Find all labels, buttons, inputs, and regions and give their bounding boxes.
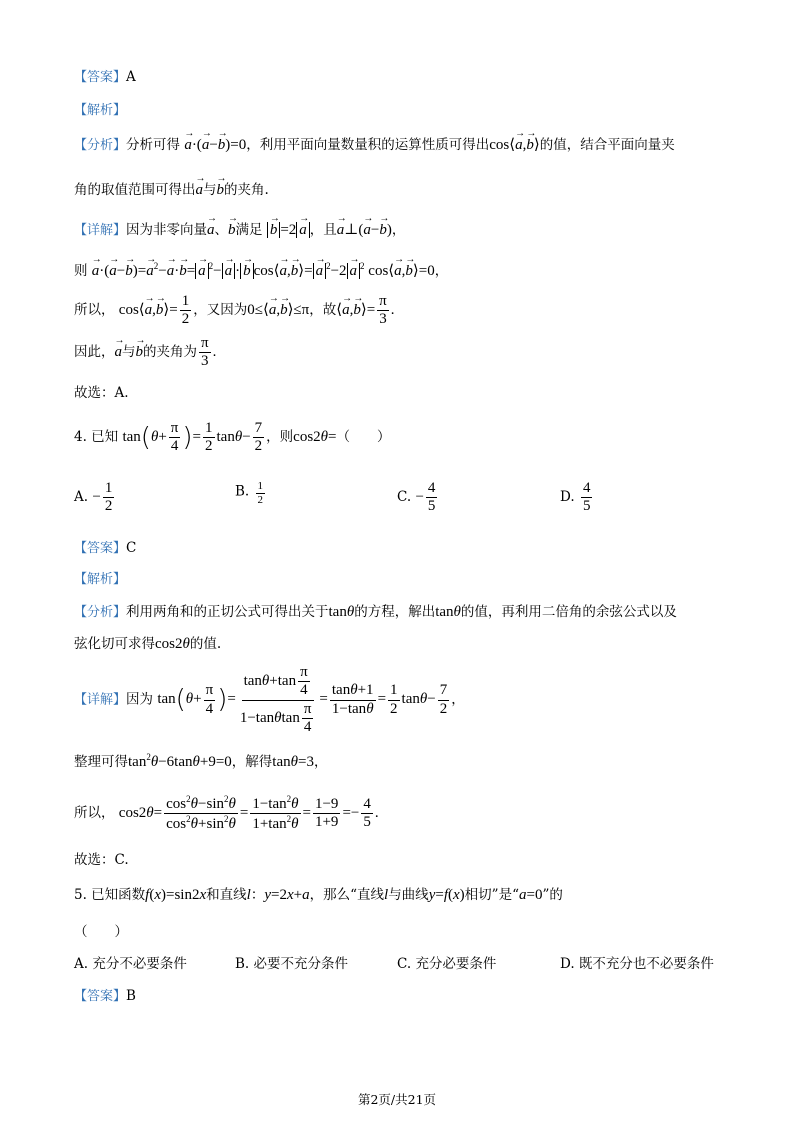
fenxi-text: 弦化切可求得 bbox=[74, 636, 155, 652]
question-number: 4. 已知 bbox=[74, 429, 119, 446]
detail-text: 整理可得 bbox=[74, 754, 128, 770]
fenxi-text: 的夹角. bbox=[224, 182, 269, 198]
answer-line bbox=[74, 66, 136, 85]
math-expression: tan(θ+ $\frac{\pi}{4}$ )= $\frac{1}{2}$ tanθ− $\frac{7}{2}$ bbox=[122, 420, 263, 455]
stem-text: 相切”是“ bbox=[464, 887, 519, 903]
fenxi-tag: 【分析】 bbox=[74, 605, 127, 620]
math-expression: y=f(x) bbox=[428, 887, 465, 903]
fenxi-line-1 bbox=[74, 133, 675, 154]
page-footer: 第2页/共21页 bbox=[357, 1092, 437, 1107]
option-num: 4 bbox=[581, 480, 593, 498]
option-a bbox=[74, 480, 116, 516]
option-label: A. bbox=[74, 956, 89, 972]
math-expression: cos⟨→ a,→ b⟩= $\frac{1}{2}$ bbox=[119, 302, 193, 318]
option-d bbox=[560, 480, 594, 516]
answer-tag: 【答案】 bbox=[74, 541, 127, 556]
detail-tag: 【详解】 bbox=[74, 692, 127, 708]
math-expression: ⟨→ a,→ b⟩= $\frac{\pi}{3}$ . bbox=[336, 302, 394, 318]
analysis-heading bbox=[74, 99, 126, 118]
detail-line-4: 因此，→ a与→ b的夹角为 $\frac{\pi}{3}$ . bbox=[74, 335, 216, 371]
question-number: 5. 已知函数 bbox=[74, 887, 146, 903]
detail-text: 则 bbox=[74, 263, 88, 279]
stem-text: ，那么“直线 bbox=[309, 887, 385, 903]
stem-text: 与曲线 bbox=[388, 887, 429, 903]
math-expression: → b =2→ a bbox=[267, 222, 310, 238]
fenxi-text: 分析可得 bbox=[126, 137, 181, 153]
math-expression: y=2x+a bbox=[264, 887, 310, 903]
math-expression: a=0 bbox=[518, 887, 543, 903]
option-text: 既不充分也不必要条件 bbox=[578, 956, 714, 972]
detail-text: ，解得 bbox=[231, 754, 273, 770]
option-num: 4 bbox=[426, 480, 438, 498]
option-sign: − bbox=[415, 489, 424, 506]
math-expression: $\frac{\pi}{3}$ . bbox=[201, 335, 217, 370]
stem-text: 和直线 bbox=[206, 887, 247, 903]
detail-text: ，故 bbox=[309, 302, 337, 319]
detail-line-1: 【详解】因为 tan(θ+ $\frac{\pi}{4}$ )= tanθ+tan $\frac{\pi}{4}$ 1−tanθtan $\frac{\pi}{4}$ = $\frac{\tan\theta+1}{1-\tan\theta}$ = $\frac{1}{2}$ tanθ− $\frac{7}{2}$ ， bbox=[74, 664, 465, 735]
option-den: 2 bbox=[257, 493, 264, 506]
fenxi-text: ，利用平面向量数量积的运算性质可得出 bbox=[246, 137, 490, 153]
detail-tag: 【详解】 bbox=[74, 223, 127, 238]
detail-line-2: 则 → $a\cdot(\to a-\to b)=\to a^2-\to a\cdot\to b=\to a$ $^2$−→ a ·→ b cos⟨→ a,→ b⟩=→ a $^2$−2→ a $^2$ cos⟨→ a,→ b⟩=0， bbox=[74, 259, 448, 280]
option-num: 1 bbox=[103, 480, 115, 498]
option-den: 5 bbox=[582, 498, 591, 515]
math-expression: cos⟨→ a,→ b⟩ bbox=[489, 137, 539, 153]
detail-line-3 bbox=[74, 794, 379, 834]
blank-paren: （ ） bbox=[74, 924, 128, 940]
analysis-heading bbox=[74, 568, 126, 587]
answer-tag: 【答案】 bbox=[74, 989, 127, 1004]
math-expression: → a⊥(→ a−→ b) bbox=[337, 222, 392, 238]
math-expression: → a·(→ a−→ b)=0 bbox=[184, 137, 246, 153]
option-den: 5 bbox=[427, 498, 436, 515]
fenxi-text: 的值. bbox=[189, 636, 222, 652]
stem-text: ”的 bbox=[542, 887, 563, 903]
option-label: B. bbox=[235, 483, 250, 500]
option-d bbox=[560, 952, 714, 972]
detail-text: 所以， bbox=[74, 302, 115, 319]
detail-text: 、 bbox=[214, 222, 229, 238]
math-expression: cos2θ= $\frac{\cos^2\theta-\sin^2\theta}{\cos^2\theta+\sin^2\theta}$ = $\frac{1-\tan^2\theta}{1+\tan^2\theta}$ = $\frac{1-9}{1+9}$ =− $\frac{4}{5}$ . bbox=[118, 794, 379, 833]
math-expression: tan(θ+ $\frac{\pi}{4}$ )= tanθ+tan $\frac{\pi}{4}$ 1−tanθtan $\frac{\pi}{4}$ = $\frac{\tan\theta+1}{1-\tan\theta}$ = $\frac{1}{2}$ tanθ− $\frac{7}{2}$ bbox=[157, 664, 448, 735]
option-num: 1 bbox=[257, 480, 264, 492]
answer-value: C bbox=[126, 540, 137, 556]
detail-line-3 bbox=[74, 293, 394, 329]
conclusion-line bbox=[74, 848, 129, 868]
option-text: 充分必要条件 bbox=[415, 956, 497, 972]
answer-tag: 【答案】 bbox=[74, 70, 127, 85]
fenxi-text: 与 bbox=[203, 182, 217, 198]
detail-line-2 bbox=[74, 750, 327, 771]
blank-paren-line bbox=[74, 920, 128, 940]
detail-text: ，又因为 bbox=[193, 302, 248, 319]
math-expression: f(x)=sin2x bbox=[145, 887, 207, 903]
fenxi-line-2: 弦化切可求得cos2θ的值. bbox=[74, 636, 222, 652]
question-5-stem: 5. 已知函数f(x)=sin2x和直线l：y=2x+a，那么“直线l与曲线y=f(x)相切”是“a=0”的 bbox=[74, 887, 563, 903]
detail-text: ， bbox=[313, 754, 328, 770]
detail-text: ，且 bbox=[309, 222, 337, 238]
fenxi-line-1: 【分析】利用两角和的正切公式可得出关于tanθ的方程，解出tanθ的值，再利用二倍角的余弦公式以及 bbox=[74, 604, 677, 620]
option-label: C. bbox=[397, 956, 412, 972]
detail-text: ， bbox=[391, 222, 406, 238]
answer-line bbox=[74, 985, 136, 1004]
detail-text: 因为 bbox=[126, 691, 154, 708]
fenxi-text: 角的取值范围可得出 bbox=[74, 182, 196, 198]
stem-text: ，则 bbox=[266, 429, 294, 446]
detail-line-1: 【详解】因为非零向量→ a、→ b满足 → b =2→ a ，且→ a⊥(→ a−→ b)， bbox=[74, 218, 405, 239]
conclusion-text: 故选：A. bbox=[74, 385, 129, 401]
fenxi-text: 的方程，解出 bbox=[354, 604, 436, 620]
math-expression: $\tan^2\theta-6\tan\theta+9=0$ bbox=[128, 752, 232, 770]
option-sign: − bbox=[92, 489, 101, 506]
fenxi-text: 的值，结合平面向量夹 bbox=[539, 137, 675, 153]
fenxi-text: 的值，再利用二倍角的余弦公式以及 bbox=[460, 604, 677, 620]
math-expression: 0≤⟨→ a,→ b⟩≤π bbox=[247, 302, 309, 318]
option-b bbox=[235, 952, 348, 972]
option-label: C. bbox=[397, 489, 412, 506]
option-b bbox=[235, 480, 267, 506]
option-a bbox=[74, 952, 187, 972]
option-label: B. bbox=[235, 956, 250, 972]
math-expression: → $a\cdot(\to a-\to b)=\to a^2-\to a\cdot\to b=\to a$ $^2$−→ a ·→ b cos⟨→ a,→ b⟩=→ a $^2$−2→ a $^2$ cos⟨→ a,→ b⟩=0 bbox=[92, 263, 435, 279]
detail-text: 满足 bbox=[235, 222, 263, 238]
option-c bbox=[397, 480, 439, 516]
option-c bbox=[397, 952, 496, 972]
detail-text: 与 bbox=[122, 344, 136, 361]
fenxi-tag: 【分析】 bbox=[74, 138, 127, 153]
analysis-tag: 【解析】 bbox=[74, 103, 127, 118]
option-label: D. bbox=[560, 956, 575, 972]
answer-value: B bbox=[126, 988, 136, 1004]
answer-value: A bbox=[126, 69, 136, 85]
analysis-tag: 【解析】 bbox=[74, 572, 127, 587]
option-label: A. bbox=[74, 489, 89, 506]
detail-text: 的夹角为 bbox=[143, 344, 197, 361]
conclusion-line bbox=[74, 381, 129, 401]
math-expression: cos2θ= bbox=[293, 429, 337, 446]
option-den: 2 bbox=[104, 498, 113, 515]
detail-text: 因为非零向量 bbox=[126, 222, 208, 238]
option-text: 必要不充分条件 bbox=[253, 956, 349, 972]
conclusion-text: 故选：C. bbox=[74, 852, 129, 868]
option-label: D. bbox=[560, 489, 575, 506]
question-4-stem bbox=[74, 420, 391, 456]
detail-text: 因此， bbox=[74, 344, 115, 361]
blank-paren: （ ） bbox=[336, 429, 391, 446]
answer-line bbox=[74, 537, 136, 556]
option-text: 充分不必要条件 bbox=[92, 956, 187, 972]
detail-text: 所以， bbox=[74, 805, 115, 822]
math-expression: tanθ=3 bbox=[272, 754, 314, 770]
fenxi-text: 利用两角和的正切公式可得出关于 bbox=[126, 604, 329, 620]
fenxi-line-2: 角的取值范围可得出→ a与→ b的夹角. bbox=[74, 178, 269, 199]
